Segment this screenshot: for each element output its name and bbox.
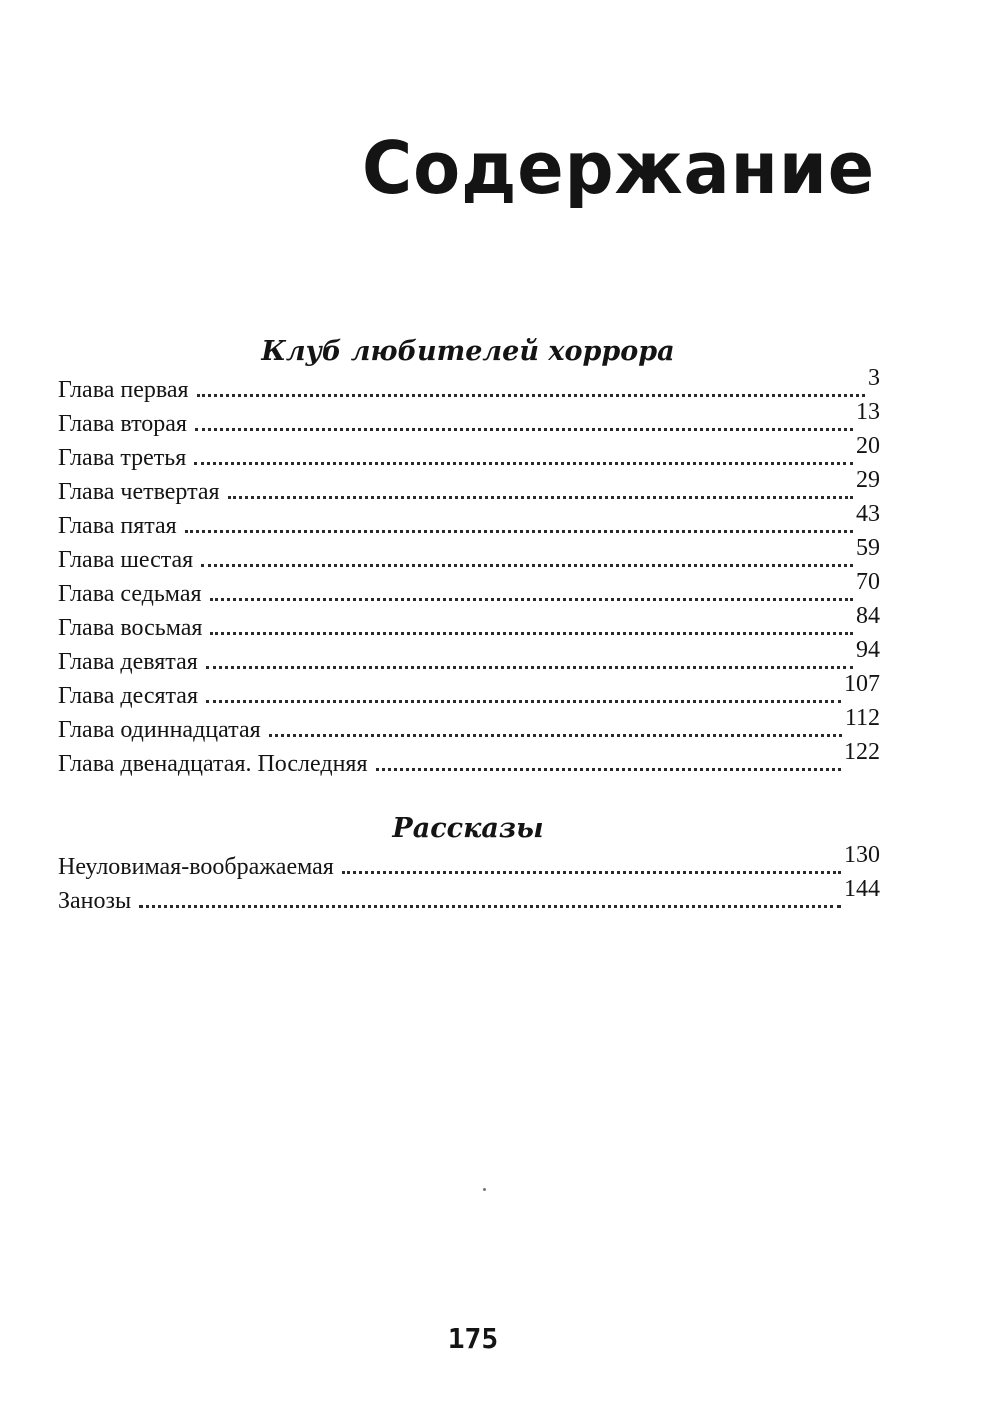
toc-entry-page: 94	[856, 637, 880, 663]
toc-entry-page: 20	[856, 433, 880, 459]
toc-entry-page: 144	[844, 876, 880, 902]
toc-entry-title: Неуловимая-воображаемая	[58, 854, 334, 880]
print-speck	[483, 1188, 486, 1191]
dot-leader	[376, 768, 841, 771]
toc-entry-title: Глава одиннадцатая	[58, 717, 261, 743]
toc-entry[interactable]	[58, 467, 880, 506]
section-heading-stories: Рассказы	[392, 813, 544, 844]
toc-entry[interactable]	[58, 671, 880, 710]
toc-entry[interactable]	[58, 842, 880, 881]
toc-entry-page: 13	[856, 399, 880, 425]
page-number: 175	[447, 1322, 499, 1355]
dot-leader	[206, 666, 853, 669]
toc-entry-title: Глава первая	[58, 377, 189, 403]
toc-entry-page: 3	[868, 365, 880, 391]
dot-leader	[201, 564, 853, 567]
toc-entry[interactable]	[58, 399, 880, 438]
toc-entry-page: 43	[856, 501, 880, 527]
dot-leader	[195, 428, 853, 431]
dot-leader	[210, 598, 853, 601]
toc-entry[interactable]	[58, 501, 880, 540]
toc-entry-page: 84	[856, 603, 880, 629]
dot-leader	[210, 632, 853, 635]
toc-entry-title: Занозы	[58, 888, 132, 914]
dot-leader	[194, 462, 853, 465]
toc-entry[interactable]	[58, 535, 880, 574]
toc-entry-title: Глава десятая	[58, 683, 198, 709]
toc-entry[interactable]	[58, 433, 880, 472]
toc-entry-page: 70	[856, 569, 880, 595]
toc-entry-title: Глава четвертая	[58, 479, 220, 505]
toc-entry[interactable]	[58, 876, 880, 915]
dot-leader	[342, 871, 841, 874]
toc-entry-title: Глава восьмая	[58, 615, 203, 641]
toc-entry-page: 59	[856, 535, 880, 561]
dot-leader	[269, 734, 842, 737]
toc-entry[interactable]	[58, 637, 880, 676]
toc-entry-page: 112	[844, 705, 880, 731]
dot-leader	[139, 905, 841, 908]
toc-entry-page: 107	[844, 671, 880, 697]
toc-entry-page: 130	[844, 842, 880, 868]
toc-entry-title: Глава двенадцатая. Последняя	[58, 751, 368, 777]
page-title: Содержание	[361, 126, 875, 210]
toc-entry[interactable]	[58, 569, 880, 608]
toc-entry[interactable]	[58, 603, 880, 642]
dot-leader	[206, 700, 841, 703]
toc-entry-page: 29	[856, 467, 880, 493]
toc-entry[interactable]	[58, 365, 880, 404]
dot-leader	[185, 530, 853, 533]
dot-leader	[197, 394, 865, 397]
toc-entry-title: Глава пятая	[58, 513, 177, 539]
toc-entry[interactable]	[58, 705, 880, 744]
section-heading-horror-club: Клуб любителей хоррора	[261, 336, 675, 367]
toc-entry-page: 122	[844, 739, 880, 765]
toc-entry-title: Глава девятая	[58, 649, 198, 675]
toc-entry-title: Глава седьмая	[58, 581, 202, 607]
toc-entry-title: Глава третья	[58, 445, 187, 471]
toc-entry[interactable]	[58, 739, 880, 778]
toc-entry-title: Глава шестая	[58, 547, 194, 573]
toc-entry-title: Глава вторая	[58, 411, 187, 437]
dot-leader	[228, 496, 853, 499]
